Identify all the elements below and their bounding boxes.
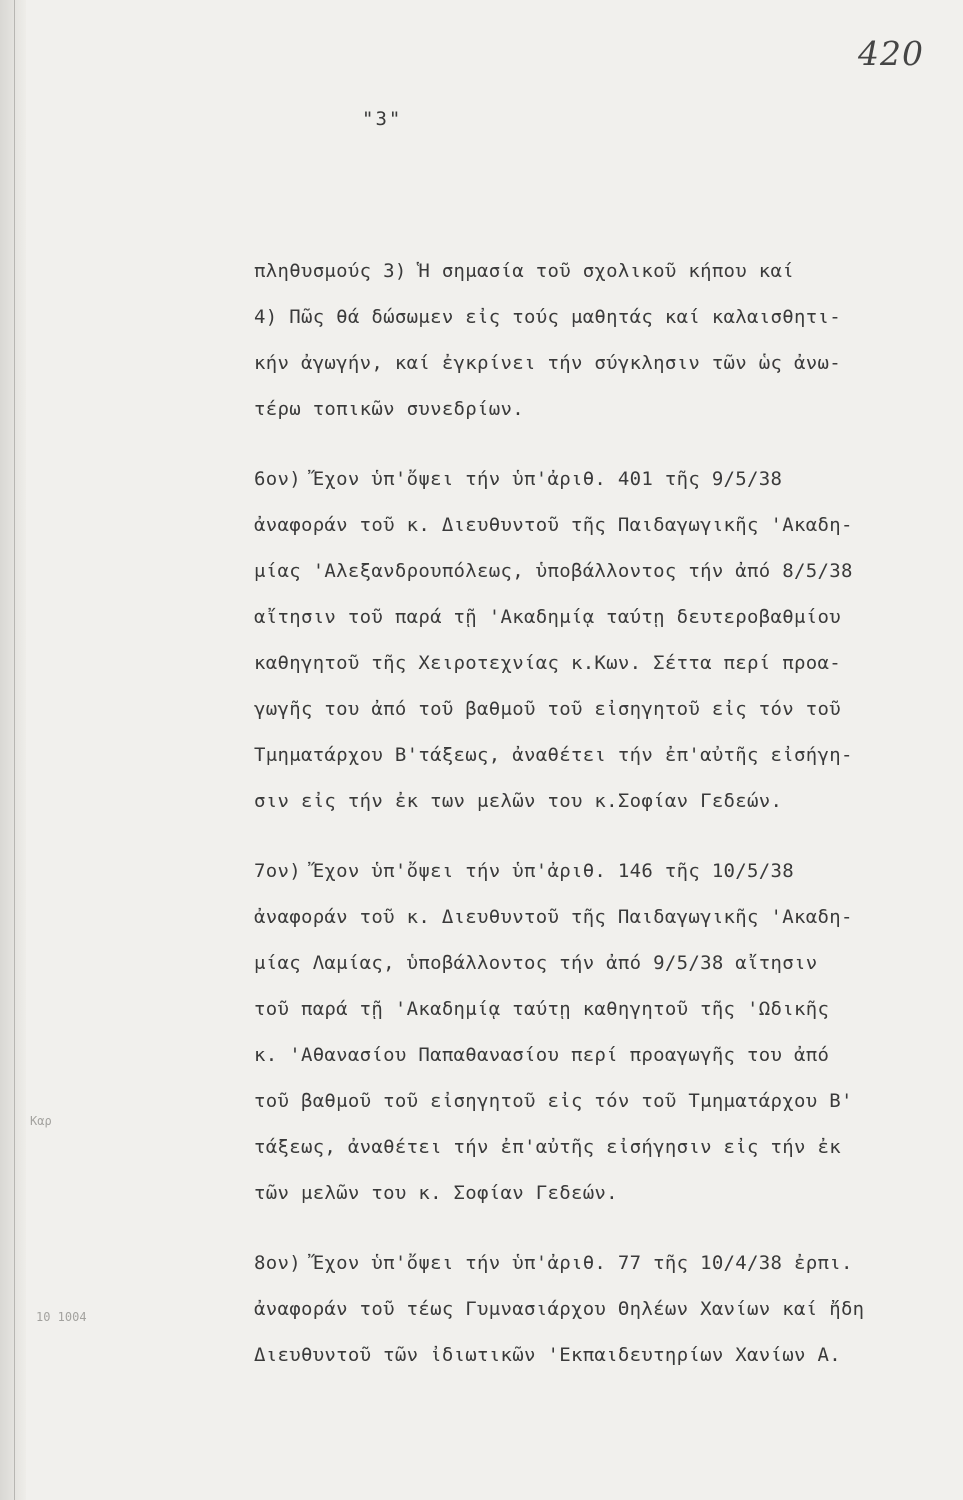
binding-edge: [14, 0, 15, 1500]
text-line: καθηγητοῦ τῆς Χειροτεχνίας κ.Κων. Σέττα περί προα-: [254, 652, 841, 674]
typed-body-text: [254, 260, 954, 1390]
page-number: "3": [362, 108, 403, 130]
text-line: τῶν μελῶν του κ. Σοφίαν Γεδεών.: [254, 1182, 618, 1204]
text-line: μίας Λαμίας, ὑποβάλλοντος τήν ἀπό 9/5/38 αἴτησιν: [254, 952, 818, 974]
text-line: τοῦ παρά τῇ 'Ακαδημίᾳ ταύτῃ καθηγητοῦ τῆς 'Ωδικῆς: [254, 998, 830, 1020]
text-line: ἀναφοράν τοῦ κ. Διευθυντοῦ τῆς Παιδαγωγικῆς 'Ακαδη-: [254, 906, 853, 928]
text-line: αἴτησιν τοῦ παρά τῇ 'Ακαδημίᾳ ταύτῃ δευτεροβαθμίου: [254, 606, 841, 628]
text-line: κήν ἀγωγήν, καί ἐγκρίνει τήν σύγκλησιν τῶν ὡς ἀνω-: [254, 352, 841, 374]
paragraph-gap: [254, 836, 954, 860]
text-line: 6ον) Ἔχον ὑπ'ὄψει τήν ὑπ'ἀριθ. 401 τῆς 9/5/38: [254, 468, 783, 490]
text-line: 8ον) Ἔχον ὑπ'ὄψει τήν ὑπ'ἀριθ. 77 τῆς 10/4/38 ἐρπι.: [254, 1252, 853, 1274]
text-line: σιν εἰς τήν ἐκ των μελῶν του κ.Σοφίαν Γεδεών.: [254, 790, 783, 812]
text-line: τοῦ βαθμοῦ τοῦ εἰσηγητοῦ εἰς τόν τοῦ Τμηματάρχου Β': [254, 1090, 853, 1112]
margin-mark: 10 1004: [36, 1310, 87, 1324]
text-line: κ. 'Αθανασίου Παπαθανασίου περί προαγωγῆς του ἀπό: [254, 1044, 830, 1066]
text-line: Τμηματάρχου Β'τάξεως, ἀναθέτει τήν ἐπ'αὐτῆς εἰσήγη-: [254, 744, 853, 766]
binding-shadow: [0, 0, 26, 1500]
text-line: ἀναφοράν τοῦ τέως Γυμνασιάρχου Θηλέων Χανίων καί ἤδη: [254, 1298, 865, 1320]
text-line: πληθυσμούς 3) Ἡ σημασία τοῦ σχολικοῦ κήπου καί: [254, 260, 794, 282]
text-line: μίας 'Αλεξανδρουπόλεως, ὑποβάλλοντος τήν ἀπό 8/5/38: [254, 560, 853, 582]
margin-mark: Καρ: [30, 1114, 52, 1128]
text-line: τέρω τοπικῶν συνεδρίων.: [254, 398, 524, 420]
text-line: 7ον) Ἔχον ὑπ'ὄψει τήν ὑπ'ἀριθ. 146 τῆς 10/5/38: [254, 860, 794, 882]
text-line: τάξεως, ἀναθέτει τήν ἐπ'αὐτῆς εἰσήγησιν εἰς τήν ἐκ: [254, 1136, 841, 1158]
paragraph-gap: [254, 1228, 954, 1252]
text-line: ἀναφοράν τοῦ κ. Διευθυντοῦ τῆς Παιδαγωγικῆς 'Ακαδη-: [254, 514, 853, 536]
text-line: γωγῆς του ἀπό τοῦ βαθμοῦ τοῦ εἰσηγητοῦ εἰς τόν τοῦ: [254, 698, 841, 720]
paragraph-gap: [254, 444, 954, 468]
text-line: 4) Πῶς θά δώσωμεν εἰς τούς μαθητάς καί καλαισθητι-: [254, 306, 841, 328]
text-line: Διευθυντοῦ τῶν ἰδιωτικῶν 'Εκπαιδευτηρίων Χανίων Α.: [254, 1344, 841, 1366]
folio-number: 420: [858, 34, 924, 73]
